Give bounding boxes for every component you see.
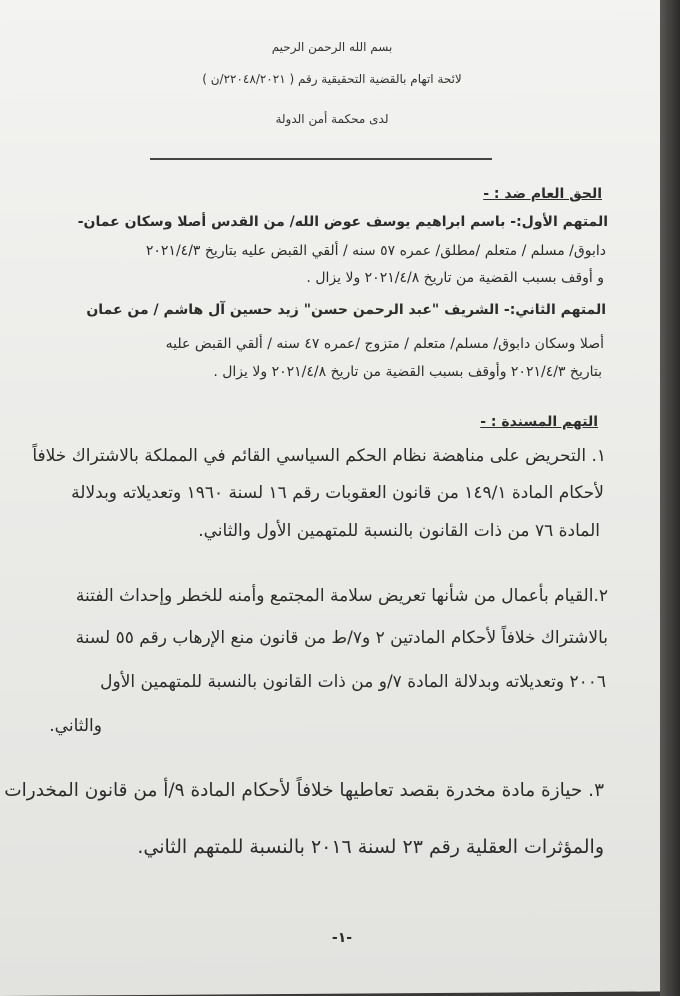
- court-name: لدى محكمة أمن الدولة: [275, 112, 389, 126]
- charge-1-line-1: ١. التحريض على مناهضة نظام الحكم السياسي القائم في المملكة بالاشتراك خلافاً: [32, 446, 606, 466]
- charge-1-line-3: المادة ٧٦ من ذات القانون بالنسبة للمتهمين الأول والثاني.: [198, 521, 600, 541]
- charge-2-line-4: والثاني.: [49, 716, 102, 736]
- charge-3-line-2: والمؤثرات العقلية رقم ٢٣ لسنة ٢٠١٦ بالنسبة للمتهم الثاني.: [137, 836, 604, 858]
- case-title: لائحة اتهام بالقضية التحقيقية رقم ( ٢٢٠٤٨/٢٠٢١/ن ): [202, 72, 462, 86]
- charge-2-line-2: بالاشتراك خلافاً لأحكام المادتين ٢ و٧/ط من قانون منع الإرهاب رقم ٥٥ لسنة: [75, 628, 608, 648]
- public-right-heading: الحق العام ضد : -: [483, 186, 602, 202]
- accused-2-line-3: بتاريخ ٢٠٢١/٤/٣ وأوقف بسبب القضية من تاريخ ٢٠٢١/٤/٨ ولا يزال .: [213, 364, 602, 380]
- header-divider: [150, 158, 492, 160]
- accused-1-line-1: المتهم الأول:- باسم ابراهيم يوسف عوض الله/ من القدس أصلا وسكان عمان-: [77, 214, 608, 230]
- charge-3-line-1: ٣. حيازة مادة مخدرة بقصد تعاطيها خلافاً لأحكام المادة ٩/أ من قانون المخدرات: [4, 780, 604, 801]
- accused-2-line-2: أصلا وسكان دابوق/ مسلم/ متعلم / متزوج /عمره ٤٧ سنه / ألقي القبض عليه: [165, 336, 604, 352]
- accused-1-line-3: و أوقف بسبب القضية من تاريخ ٢٠٢١/٤/٨ ولا يزال .: [306, 270, 604, 286]
- charge-2-line-1: ٢.القيام بأعمال من شأنها تعريض سلامة المجتمع وأمنه للخطر وإحداث الفتنة: [75, 586, 608, 606]
- accused-1-line-2: دابوق/ مسلم / متعلم /مطلق/ عمره ٥٧ سنه / ألقي القبض عليه بتاريخ ٢٠٢١/٤/٣: [145, 243, 606, 259]
- charge-1-line-2: لأحكام المادة ١٤٩/١ من قانون العقوبات رقم ١٦ لسنة ١٩٦٠ وتعديلاته وبدلالة: [71, 483, 604, 503]
- basmala: بسم الله الرحمن الرحيم: [271, 40, 393, 54]
- page-number: -١-: [331, 930, 353, 946]
- accused-2-line-1: المتهم الثاني:- الشريف "عبد الرحمن حسن" زيد حسين آل هاشم / من عمان: [86, 302, 606, 318]
- charge-2-line-3: ٢٠٠٦ وتعديلاته وبدلالة المادة ٧/و من ذات القانون بالنسبة للمتهمين الأول: [100, 672, 606, 692]
- charges-heading: التهم المسندة : -: [480, 414, 598, 430]
